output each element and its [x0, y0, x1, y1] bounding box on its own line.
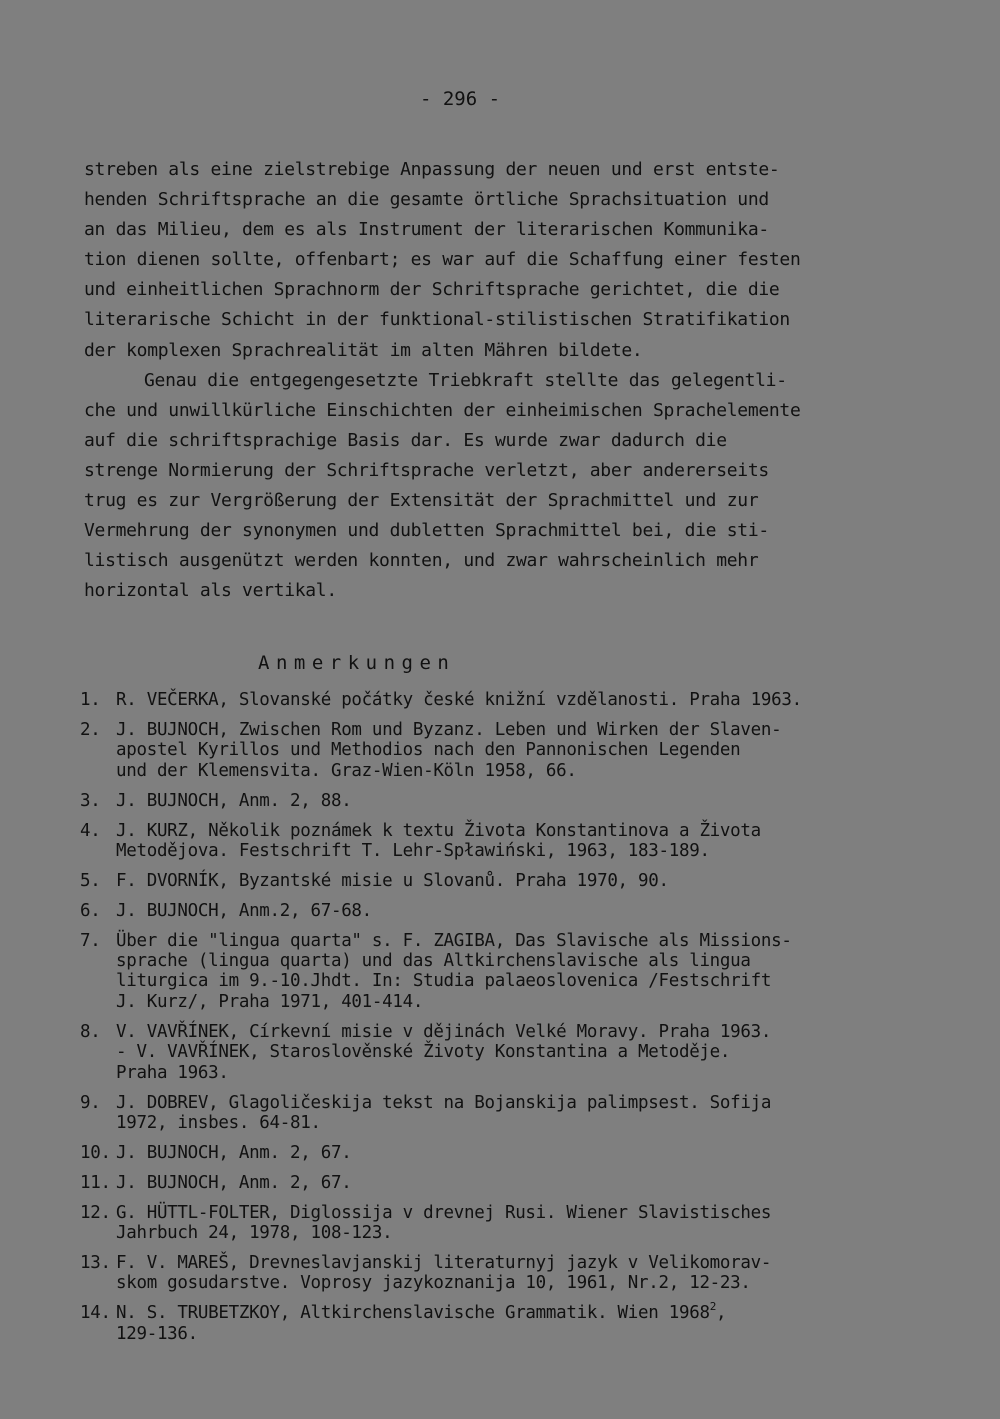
note-text — [116, 1203, 771, 1244]
note-line — [116, 1253, 771, 1273]
note-number: 12. — [80, 1202, 111, 1223]
note-line — [116, 761, 781, 781]
text-line: Vermehrung der synonymen und dubletten Sprachmittel bei, die sti- — [84, 520, 769, 542]
note-line-text: V. VAVŘÍNEK, Církevní misie v dějinách Velké Moravy. Praha 1963. — [116, 1021, 772, 1042]
text-line: an das Milieu, dem es als Instrument der literarischen Kommunika- — [84, 219, 769, 241]
superscript: 2 — [709, 1300, 717, 1314]
text-line: horizontal als vertikal. — [84, 580, 337, 602]
note-line-text: G. HÜTTL-FOLTER, Diglossija v drevnej Rusi. Wiener Slavistisches — [116, 1202, 772, 1223]
note-line — [116, 901, 372, 921]
note-text — [116, 1093, 771, 1134]
note-number: 5. — [80, 870, 101, 891]
note-number: 10. — [80, 1142, 111, 1163]
note-item — [80, 1173, 940, 1193]
note-number: 4. — [80, 820, 101, 841]
note-line-text: J. Kurz/, Praha 1971, 401-414. — [116, 991, 424, 1012]
note-item — [80, 1253, 940, 1294]
note-line — [116, 1022, 771, 1042]
note-line — [116, 871, 669, 891]
text-line: auf die schriftsprachige Basis dar. Es wurde zwar dadurch die — [84, 429, 727, 451]
note-item — [80, 1022, 940, 1083]
note-number: 2. — [80, 719, 101, 740]
text-line: literarische Schicht in der funktional-stilistischen Stratifikation — [84, 309, 790, 331]
paragraph — [84, 155, 924, 366]
note-number: 6. — [80, 900, 101, 921]
text-line: der komplexen Sprachrealität im alten Mähren bildete. — [84, 339, 643, 361]
note-line-text: und der Klemensvita. Graz-Wien-Köln 1958, 66. — [116, 760, 577, 781]
note-line-text: J. BUJNOCH, Zwischen Rom und Byzanz. Leben und Wirken der Slaven- — [116, 719, 782, 740]
note-text — [116, 1300, 727, 1344]
note-line — [116, 1113, 771, 1133]
note-item — [80, 1203, 940, 1244]
note-text — [116, 871, 669, 891]
note-number: 1. — [80, 690, 101, 710]
note-line-text: - V. VAVŘÍNEK, Staroslověnské Životy Konstantina a Metoděje. — [116, 1042, 731, 1063]
note-text — [116, 901, 372, 921]
note-line — [116, 821, 761, 841]
text-line: henden Schriftsprache an die gesamte örtliche Sprachsituation und — [84, 189, 769, 211]
body-text — [84, 155, 924, 606]
note-line — [116, 1093, 771, 1113]
note-line — [116, 1173, 351, 1193]
note-text — [116, 931, 792, 1013]
text-line: streben als eine zielstrebige Anpassung der neuen und erst entste- — [84, 159, 780, 180]
text-line: che und unwillkürliche Einschichten der einheimischen Sprachelemente — [84, 399, 801, 421]
paragraph — [84, 366, 924, 607]
text-line: tion dienen sollte, offenbart; es war auf die Schaffung einer festen — [84, 249, 801, 271]
note-item — [80, 1143, 940, 1163]
text-line: listisch ausgenützt werden konnten, und zwar wahrscheinlich mehr — [84, 550, 759, 572]
page-number: - 296 - — [419, 88, 501, 110]
notes-heading: Anmerkungen — [258, 652, 456, 674]
note-line — [116, 1042, 771, 1062]
note-line-text: Über die "lingua quarta" s. F. ZAGIBA, Das Slavische als Missions- — [116, 930, 792, 951]
note-item — [80, 1300, 940, 1344]
note-line-text: sprache (lingua quarta) und das Altkirchenslavische als lingua — [116, 951, 751, 972]
note-line-text: skom gosudarstve. Voprosy jazykoznanija 10, 1961, Nr.2, 12-23. — [116, 1273, 751, 1294]
note-text — [116, 1253, 771, 1294]
note-line — [116, 1063, 771, 1083]
note-line-text: J. KURZ, Několik poznámek k textu Života Konstantinova a Života — [116, 820, 761, 841]
note-item — [80, 690, 940, 710]
note-number: 7. — [80, 930, 101, 951]
note-line-text: 1972, insbes. 64-81. — [116, 1112, 321, 1133]
note-text — [116, 720, 781, 781]
note-line-text: Metodějova. Festschrift T. Lehr-Spławiński, 1963, 183-189. — [116, 840, 710, 861]
note-number: 13. — [80, 1252, 111, 1273]
note-line-text: F. V. MAREŠ, Drevneslavjanskij literaturnyj jazyk v Velikomorav- — [116, 1252, 772, 1273]
note-item — [80, 791, 940, 811]
note-line — [116, 971, 792, 991]
note-line — [116, 992, 792, 1012]
note-line-text: Jahrbuch 24, 1978, 108-123. — [116, 1223, 393, 1244]
note-item — [80, 931, 940, 1013]
note-item — [80, 1093, 940, 1134]
superscript-suffix: , — [716, 1303, 727, 1324]
note-line — [116, 1300, 727, 1324]
note-text — [116, 821, 761, 862]
note-line — [116, 951, 792, 971]
note-line-text: J. BUJNOCH, Anm. 2, 67. — [116, 1142, 352, 1163]
note-line-text: liturgica im 9.-10.Jhdt. In: Studia palaeoslovenica /Festschrift — [116, 971, 772, 992]
note-line — [116, 1203, 771, 1223]
note-line-text: R. VEČERKA, Slovanské počátky české knižní vzdělanosti. Praha 1963. — [116, 690, 802, 710]
note-text — [116, 690, 802, 710]
note-line-text: F. DVORNÍK, Byzantské misie u Slovanů. Praha 1970, 90. — [116, 870, 669, 891]
note-item — [80, 901, 940, 921]
text-line: trug es zur Vergrößerung der Extensität der Sprachmittel und zur — [84, 490, 759, 512]
note-line — [116, 1273, 771, 1293]
note-line-text: J. BUJNOCH, Anm. 2, 88. — [116, 790, 352, 811]
text-line: Genau die entgegengesetzte Triebkraft stellte das gelegentli- — [144, 369, 787, 391]
text-line: und einheitlichen Sprachnorm der Schriftsprache gerichtet, die die — [84, 279, 780, 301]
note-line — [116, 690, 802, 710]
note-number: 14. — [80, 1303, 111, 1324]
note-number: 8. — [80, 1021, 101, 1042]
note-item — [80, 821, 940, 862]
note-line-text: N. S. TRUBETZKOY, Altkirchenslavische Grammatik. Wien 1968 — [116, 1303, 710, 1324]
note-line — [116, 931, 792, 951]
notes-list — [80, 690, 940, 1354]
note-line-text: J. DOBREV, Glagoličeskija tekst na Bojanskija palimpsest. Sofija — [116, 1092, 772, 1113]
note-line — [116, 791, 351, 811]
note-text — [116, 1022, 771, 1083]
note-line — [116, 1324, 726, 1344]
note-line-text: J. BUJNOCH, Anm.2, 67-68. — [116, 900, 372, 921]
note-number: 3. — [80, 790, 101, 811]
note-line — [116, 740, 781, 760]
note-line-text: J. BUJNOCH, Anm. 2, 67. — [116, 1172, 352, 1193]
note-line — [116, 1223, 771, 1243]
note-text — [116, 1173, 351, 1193]
note-line-text: Praha 1963. — [116, 1062, 229, 1083]
note-text — [116, 1143, 351, 1163]
note-item — [80, 871, 940, 891]
note-line — [116, 720, 781, 740]
note-number: 9. — [80, 1092, 101, 1113]
note-line-text: 129-136. — [116, 1323, 198, 1344]
note-line — [116, 1143, 351, 1163]
text-line: strenge Normierung der Schriftsprache verletzt, aber andererseits — [84, 459, 769, 481]
note-item — [80, 720, 940, 781]
note-line-text: apostel Kyrillos und Methodios nach den Pannonischen Legenden — [116, 740, 741, 761]
note-number: 11. — [80, 1172, 111, 1193]
note-line — [116, 841, 761, 861]
note-text — [116, 791, 351, 811]
